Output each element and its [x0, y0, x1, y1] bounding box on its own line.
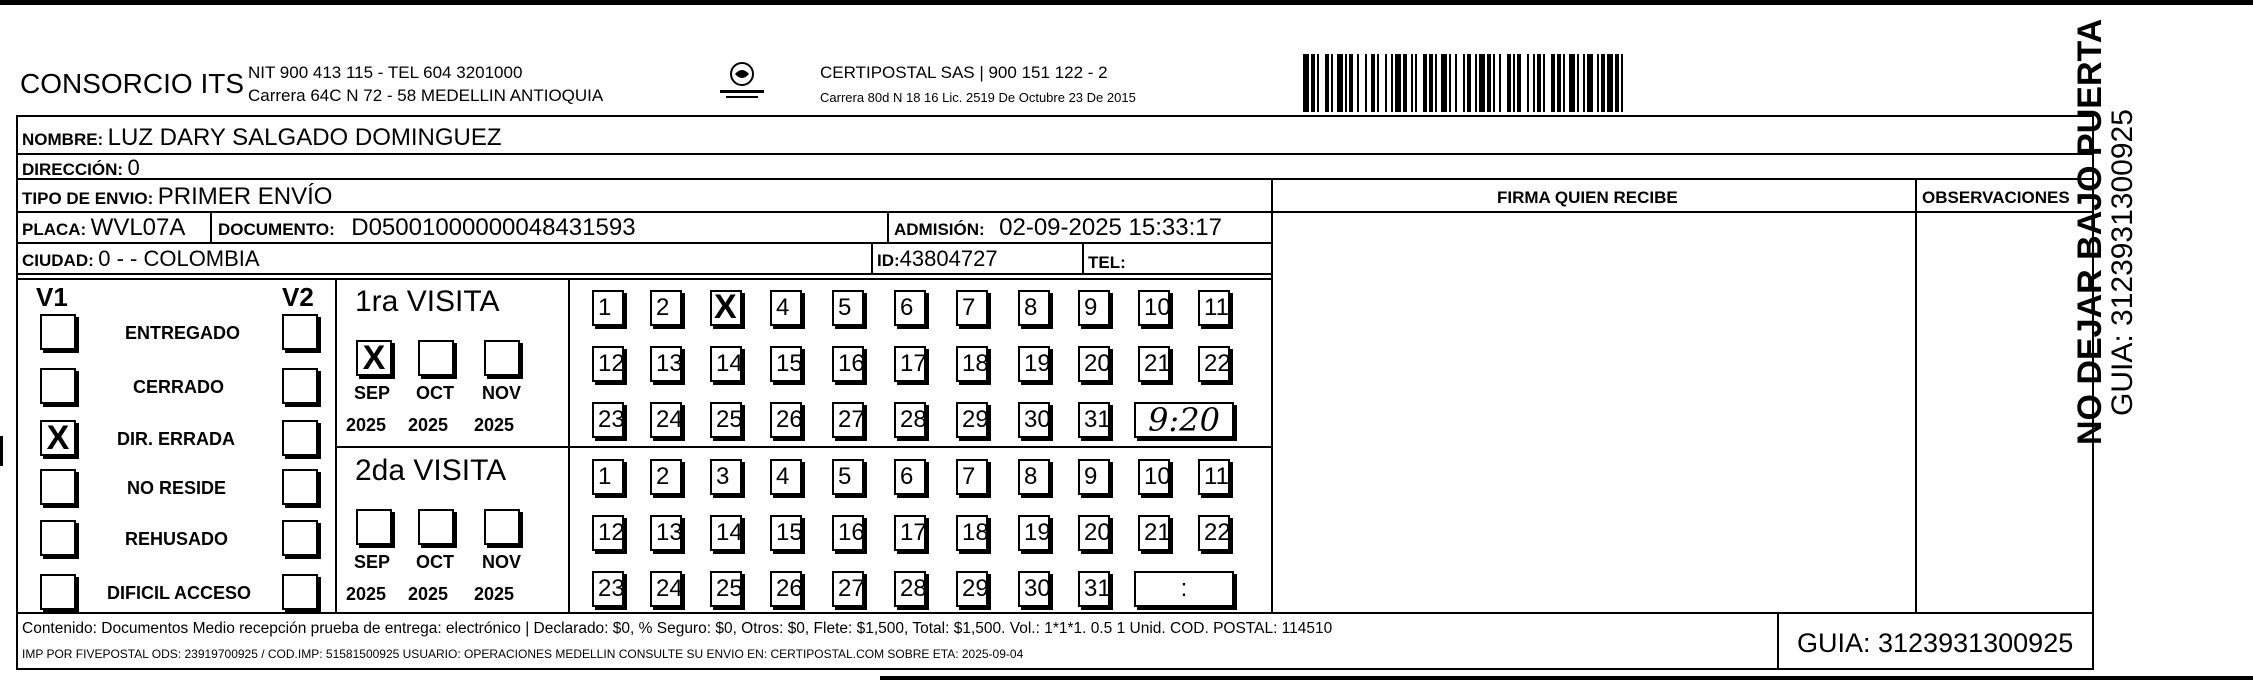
col-divider: [1082, 242, 1084, 273]
status-v2-checkbox[interactable]: [282, 574, 318, 610]
day-box[interactable]: 3: [710, 459, 742, 495]
day-box[interactable]: 20: [1078, 515, 1110, 551]
status-v2-checkbox[interactable]: [282, 314, 318, 350]
day-box[interactable]: 30: [1018, 402, 1050, 438]
day-box[interactable]: 18: [956, 515, 988, 551]
firma-header: FIRMA QUIEN RECIBE: [1497, 188, 1678, 207]
month-checkbox[interactable]: [356, 509, 392, 545]
documento-label: DOCUMENTO:: [218, 220, 335, 239]
month-label: NOV: [482, 383, 522, 403]
certipostal-logo: [712, 60, 772, 106]
month-checkbox[interactable]: [418, 509, 454, 545]
day-box[interactable]: 29: [956, 402, 988, 438]
day-box[interactable]: 16: [832, 346, 864, 382]
ciudad-value: 0 - - COLOMBIA: [98, 246, 260, 271]
year-label: 2025: [474, 584, 515, 604]
row-divider: [16, 273, 1271, 275]
v1-label: V1: [36, 282, 68, 312]
day-box[interactable]: 17: [894, 515, 926, 551]
top-edge-line: [0, 0, 2253, 5]
month-label: OCT: [416, 552, 454, 572]
day-box[interactable]: 10: [1138, 290, 1170, 326]
company-name: CONSORCIO ITS: [20, 68, 245, 99]
day-box[interactable]: 23: [592, 402, 624, 438]
visit-title: 1ra VISITA: [355, 285, 500, 318]
day-box[interactable]: 22: [1198, 346, 1230, 382]
day-box[interactable]: [710, 290, 742, 326]
id-label: ID:: [877, 251, 900, 270]
day-box[interactable]: 14: [710, 346, 742, 382]
day-box[interactable]: 5: [832, 290, 864, 326]
day-box[interactable]: 8: [1018, 459, 1050, 495]
footer-content: Contenido: Documentos Medio recepción prueba de entrega: electrónico | Declarado: $0, % Seguro: $0, Otros: $0, Flete: $1,500, Total: $1,500. Vol.: 1*1*1. 0.5 1 Unid. COD. POSTAL: 114510: [22, 620, 1333, 637]
day-box[interactable]: 21: [1138, 346, 1170, 382]
status-label: REHUSADO: [125, 529, 229, 549]
day-box[interactable]: 28: [894, 571, 926, 607]
status-label: DIR. ERRADA: [117, 429, 236, 449]
col-divider: [887, 211, 889, 242]
status-v2-checkbox[interactable]: [282, 520, 318, 556]
month-label: SEP: [354, 552, 391, 572]
col-divider: [1777, 612, 1779, 670]
day-box[interactable]: 28: [894, 402, 926, 438]
month-checkbox[interactable]: X: [356, 340, 392, 376]
col-divider: [335, 278, 337, 612]
day-box[interactable]: 9: [1078, 290, 1110, 326]
placa-label: PLACA:: [22, 220, 87, 239]
nombre-label: NOMBRE:: [22, 130, 104, 149]
day-box[interactable]: 11: [1198, 290, 1230, 326]
day-box[interactable]: 24: [650, 571, 682, 607]
day-box[interactable]: 11: [1198, 459, 1230, 495]
day-box[interactable]: 15: [770, 515, 802, 551]
status-v1-checkbox[interactable]: [40, 574, 76, 610]
day-box[interactable]: 31: [1078, 402, 1110, 438]
visit-title: 2da VISITA: [355, 454, 507, 487]
status-v1-checkbox[interactable]: [40, 469, 76, 505]
direccion-label: DIRECCIÓN:: [22, 160, 124, 179]
day-box[interactable]: 26: [770, 402, 802, 438]
row-divider: [335, 446, 1271, 448]
day-box[interactable]: 13: [650, 346, 682, 382]
day-box[interactable]: 24: [650, 402, 682, 438]
month-label: SEP: [354, 383, 391, 403]
col-divider: [1271, 178, 1273, 612]
partner-name: CERTIPOSTAL SAS | 900 151 122 - 2: [820, 63, 1108, 82]
placa-value: WVL07A: [90, 214, 186, 241]
barcode: [1303, 54, 1943, 112]
day-box[interactable]: 12: [592, 346, 624, 382]
day-box[interactable]: 1: [592, 290, 624, 326]
day-box[interactable]: 5: [832, 459, 864, 495]
day-box[interactable]: 29: [956, 571, 988, 607]
day-box[interactable]: 10: [1138, 459, 1170, 495]
admision-value: 02-09-2025 15:33:17: [999, 214, 1222, 241]
day-box[interactable]: 13: [650, 515, 682, 551]
admision-label: ADMISIÓN:: [894, 220, 985, 239]
day-box[interactable]: 31: [1078, 571, 1110, 607]
day-box[interactable]: 22: [1198, 515, 1230, 551]
row-divider: [16, 612, 2094, 614]
day-box[interactable]: 2: [650, 459, 682, 495]
status-v1-checkbox[interactable]: X: [40, 420, 76, 456]
day-box[interactable]: 20: [1078, 346, 1110, 382]
bottom-edge-line: [880, 676, 2253, 680]
col-divider: [1915, 178, 1917, 612]
day-box[interactable]: 16: [832, 515, 864, 551]
day-box[interactable]: 7: [956, 459, 988, 495]
day-box[interactable]: 26: [770, 571, 802, 607]
month-label: OCT: [416, 383, 454, 403]
day-box[interactable]: 30: [1018, 571, 1050, 607]
status-v2-checkbox[interactable]: [282, 420, 318, 456]
v2-label: V2: [282, 282, 314, 312]
time-box[interactable]: :: [1134, 571, 1234, 607]
status-v1-checkbox[interactable]: [40, 368, 76, 404]
id-value: 43804727: [899, 246, 998, 271]
row-divider: [16, 211, 2094, 213]
status-label: CERRADO: [133, 377, 225, 397]
month-checkbox[interactable]: [484, 340, 520, 376]
tipo-envio-value: PRIMER ENVÍO: [157, 183, 333, 210]
status-v1-checkbox[interactable]: [40, 520, 76, 556]
footer-print-info: IMP POR FIVEPOSTAL ODS: 23919700925 / COD.IMP: 51581500925 USUARIO: OPERACIONES MEDELLIN CONSULTE SU ENVIO EN: CERTIPOSTAL.COM SOBRE ETA: 2025-09-04: [22, 647, 1024, 661]
tipo-envio-label: TIPO DE ENVIO:: [22, 189, 154, 208]
status-v2-checkbox[interactable]: [282, 368, 318, 404]
day-box[interactable]: 4: [770, 459, 802, 495]
month-label: NOV: [482, 552, 522, 572]
observaciones-header: OBSERVACIONES: [1922, 188, 2070, 207]
tel-label: TEL:: [1088, 253, 1126, 272]
day-box[interactable]: 6: [894, 459, 926, 495]
day-box[interactable]: 15: [770, 346, 802, 382]
day-box[interactable]: 8: [1018, 290, 1050, 326]
year-label: 2025: [408, 415, 449, 435]
day-box[interactable]: 27: [832, 571, 864, 607]
day-box[interactable]: 19: [1018, 515, 1050, 551]
partner-address: Carrera 80d N 18 16 Lic. 2519 De Octubre 23 De 2015: [820, 90, 1136, 105]
col-divider: [871, 242, 873, 273]
company-nit: NIT 900 413 115 - TEL 604 3201000: [248, 63, 523, 82]
row-divider: [16, 178, 2094, 180]
year-label: 2025: [408, 584, 449, 604]
day-box[interactable]: 1: [592, 459, 624, 495]
col-divider: [210, 211, 212, 242]
time-box[interactable]: 9:20: [1134, 402, 1234, 438]
day-box[interactable]: 18: [956, 346, 988, 382]
day-box[interactable]: 9: [1078, 459, 1110, 495]
day-box[interactable]: 2: [650, 290, 682, 326]
day-box[interactable]: 23: [592, 571, 624, 607]
day-box[interactable]: 4: [770, 290, 802, 326]
row-divider: [16, 153, 2094, 155]
nombre-value: LUZ DARY SALGADO DOMINGUEZ: [107, 124, 502, 151]
guia-box: GUIA: 3123931300925: [1797, 628, 2074, 658]
year-label: 2025: [474, 415, 515, 435]
day-box[interactable]: 14: [710, 515, 742, 551]
direccion-value: 0: [127, 155, 140, 180]
day-box[interactable]: 25: [710, 571, 742, 607]
documento-value: D05001000000048431593: [351, 214, 636, 241]
status-label: ENTREGADO: [125, 323, 241, 343]
day-box[interactable]: 27: [832, 402, 864, 438]
day-mark: X: [714, 288, 737, 326]
row-divider: [16, 278, 1271, 280]
status-v2-checkbox[interactable]: [282, 469, 318, 505]
day-box[interactable]: 17: [894, 346, 926, 382]
year-label: 2025: [346, 415, 387, 435]
day-box[interactable]: 21: [1138, 515, 1170, 551]
month-checkbox[interactable]: [418, 340, 454, 376]
day-box[interactable]: 25: [710, 402, 742, 438]
company-address: Carrera 64C N 72 - 58 MEDELLIN ANTIOQUIA: [248, 86, 604, 105]
day-box[interactable]: 19: [1018, 346, 1050, 382]
day-box[interactable]: 7: [956, 290, 988, 326]
ciudad-label: CIUDAD:: [22, 251, 94, 270]
year-label: 2025: [346, 584, 387, 604]
side-guia: GUIA: 3123931300925: [2106, 109, 2139, 416]
status-label: NO RESIDE: [127, 478, 227, 498]
status-label: DIFICIL ACCESO: [107, 583, 252, 603]
side-warning: NO DEJAR BAJO PUERTA: [2071, 18, 2109, 445]
month-checkbox[interactable]: [484, 509, 520, 545]
edge-mark: [0, 436, 3, 466]
day-box[interactable]: 6: [894, 290, 926, 326]
status-v1-checkbox[interactable]: [40, 314, 76, 350]
col-divider: [568, 278, 570, 612]
day-box[interactable]: 12: [592, 515, 624, 551]
